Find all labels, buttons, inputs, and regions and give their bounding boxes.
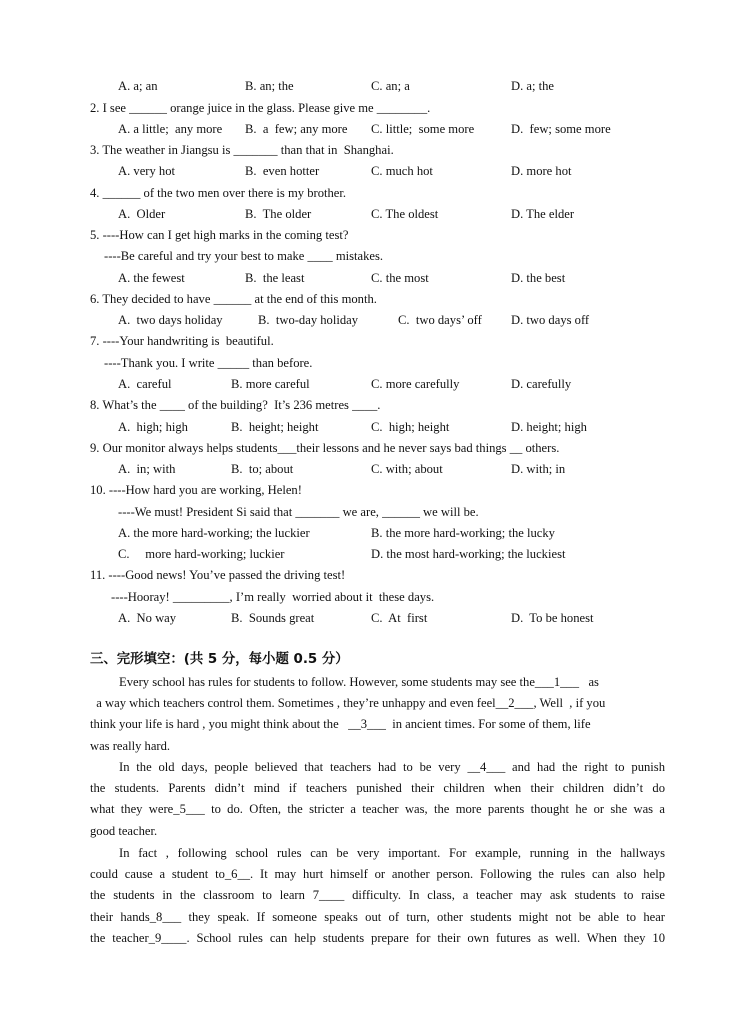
q7-option-a: A. careful — [118, 377, 172, 391]
q2-option-d: D. few; some more — [511, 122, 611, 136]
q7-stem: 7. ----Your handwriting is beautiful. — [90, 334, 274, 348]
q8-stem: 8. What’s the ____ of the building? It’s 236 metres ____. — [90, 398, 381, 412]
q10-option-c: C. more hard-working; luckier — [118, 547, 285, 561]
q6-option-b: B. two-day holiday — [258, 313, 359, 327]
q8-option-c: C. high; height — [371, 420, 450, 434]
q5-option-a: A. the fewest — [118, 271, 185, 285]
q2-stem: 2. I see ______ orange juice in the glass. Please give me ________. — [90, 101, 431, 115]
q6-stem: 6. They decided to have ______ at the end of this month. — [90, 292, 377, 306]
q2-option-a: A. a little; any more — [118, 122, 223, 136]
q7-option-d: D. carefully — [511, 377, 572, 391]
q8-option-b: B. height; height — [231, 420, 319, 434]
paragraph-line: the students in the classroom to learn 7____ difficulty. In class, a teacher may ask students to raise — [90, 888, 665, 902]
q3-option-b: B. even hotter — [245, 164, 320, 178]
q2-option-c: C. little; some more — [371, 122, 475, 136]
q3-option-c: C. much hot — [371, 164, 433, 178]
paragraph-line: what they were_5___ to do. Often, the stricter a teacher was, the more parents thought he or she was a — [90, 802, 665, 816]
q3-option-a: A. very hot — [118, 164, 176, 178]
q9-option-d: D. with; in — [511, 462, 566, 476]
q11-option-d: D. To be honest — [511, 611, 594, 625]
paragraph-line: good teacher. — [90, 824, 158, 838]
q2-option-b: B. a few; any more — [245, 122, 348, 136]
q1-option-a: A. a; an — [118, 79, 158, 93]
paragraph-line: In fact , following school rules can be very important. For example, running in the hallways — [119, 846, 665, 860]
q7-option-c: C. more carefully — [371, 377, 460, 391]
q11-option-b: B. Sounds great — [231, 611, 315, 625]
q9-option-c: C. with; about — [371, 462, 443, 476]
q11-option-a: A. No way — [118, 611, 177, 625]
q3-option-d: D. more hot — [511, 164, 572, 178]
paragraph-line: could cause a student to_6__. It may hurt himself or another person. Following the rules can also help — [90, 867, 665, 881]
q11-reply: ----Hooray! _________, I’m really worried about it these days. — [111, 590, 435, 604]
paragraph-line: the teacher_9____. School rules can help students prepare for their own futures as well. When they 10 — [90, 931, 665, 945]
q4-stem: 4. ______ of the two men over there is my brother. — [90, 186, 347, 200]
q10-reply: ----We must! President Si said that _______ we are, ______ we will be. — [118, 505, 479, 519]
q4-option-d: D. The elder — [511, 207, 575, 221]
paragraph-line: the students. Parents didn’t mind if teachers punished their children when their children didn’t do — [90, 781, 665, 795]
q9-option-b: B. to; about — [231, 462, 294, 476]
paragraph-line: their hands_8___ they speak. If someone speaks out of turn, other students might not be able to hear — [90, 910, 665, 924]
q4-option-b: B. The older — [245, 207, 312, 221]
q10-option-b: B. the more hard-working; the lucky — [371, 526, 555, 540]
q1-option-c: C. an; a — [371, 79, 410, 93]
q10-option-d: D. the most hard-working; the luckiest — [371, 547, 566, 561]
q11-option-c: C. At first — [371, 611, 428, 625]
paragraph-line: Every school has rules for students to follow. However, some students may see the___1___ as — [119, 675, 599, 689]
q8-option-a: A. high; high — [118, 420, 188, 434]
q11-stem: 11. ----Good news! You’ve passed the driving test! — [90, 568, 346, 582]
paragraph-line: In the old days, people believed that teachers had to be very __4___ and had the right to punish — [119, 760, 665, 774]
q6-option-a: A. two days holiday — [118, 313, 223, 327]
q7-reply: ----Thank you. I write _____ than before. — [104, 356, 313, 370]
q6-option-d: D. two days off — [511, 313, 590, 327]
q9-stem: 9. Our monitor always helps students___their lessons and he never says bad things __ others. — [90, 441, 560, 455]
q5-reply: ----Be careful and try your best to make ____ mistakes. — [104, 249, 384, 263]
q8-option-d: D. height; high — [511, 420, 587, 434]
q1-option-d: D. a; the — [511, 79, 555, 93]
q5-option-c: C. the most — [371, 271, 429, 285]
q10-stem: 10. ----How hard you are working, Helen! — [90, 483, 302, 497]
q9-option-a: A. in; with — [118, 462, 176, 476]
q10-option-a: A. the more hard-working; the luckier — [118, 526, 310, 540]
q5-option-d: D. the best — [511, 271, 566, 285]
q6-option-c: C. two days’ off — [398, 313, 482, 327]
section-heading: 三、完形填空：(共 5 分，每小题 0.5 分） — [90, 652, 349, 667]
paragraph-line: a way which teachers control them. Sometimes , they’re unhappy and even feel__2___, Well , if you — [90, 696, 606, 710]
q4-option-c: C. The oldest — [371, 207, 439, 221]
q3-stem: 3. The weather in Jiangsu is _______ than that in Shanghai. — [90, 143, 394, 157]
paragraph-line: was really hard. — [90, 739, 171, 753]
q7-option-b: B. more careful — [231, 377, 310, 391]
q5-stem: 5. ----How can I get high marks in the coming test? — [90, 228, 349, 242]
q4-option-a: A. Older — [118, 207, 166, 221]
paragraph-line: think your life is hard , you might think about the __3___ in ancient times. For some of them, life — [90, 717, 591, 731]
q5-option-b: B. the least — [245, 271, 305, 285]
q1-option-b: B. an; the — [245, 79, 294, 93]
